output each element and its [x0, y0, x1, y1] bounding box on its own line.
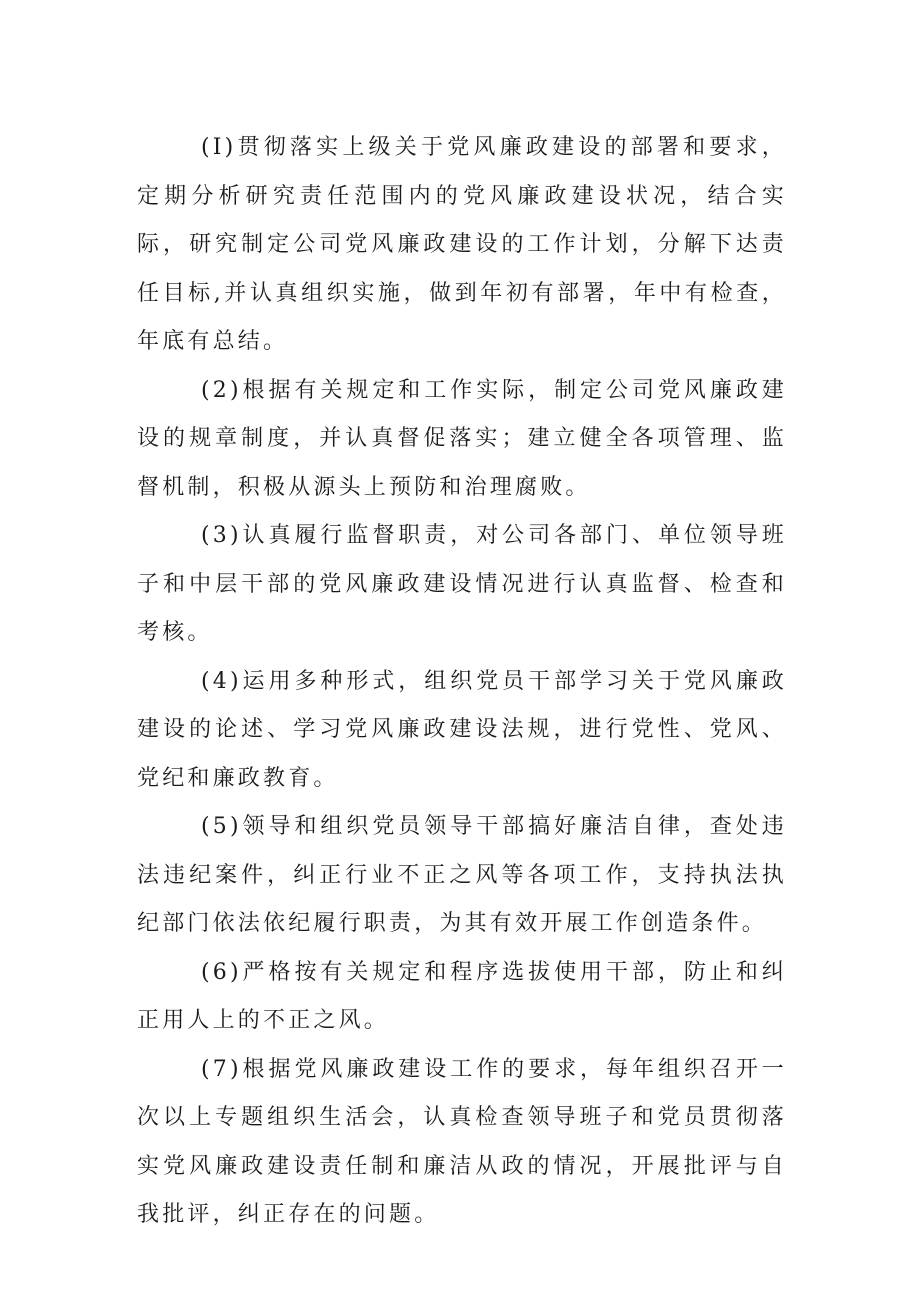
document-body: [137, 124, 787, 1240]
paragraph-item-3: (3)认真履行监督职责，对公司各部门、单位领导班子和中层干部的党风廉政建设情况进行认真监督、检查和考核。: [137, 523, 787, 645]
paragraph-item-5: (5)领导和组织党员领导干部搞好廉洁自律，查处违法违纪案件，纠正行业不正之风等各项工作，支持执法执纪部门依法依纪履行职责，为其有效开展工作创造条件。: [137, 814, 787, 936]
paragraph-item-7: (7)根据党风廉政建设工作的要求，每年组织召开一次以上专题组织生活会，认真检查领导班子和党员贯彻落实党风廉政建设责任制和廉洁从政的情况，开展批评与自我批评，纠正存在的问题。: [137, 1056, 787, 1227]
paragraph-item-4: (4)运用多种形式，组织党员干部学习关于党风廉政建设的论述、学习党风廉政建设法规，进行党性、党风、党纪和廉政教育。: [137, 668, 787, 791]
paragraph-item-1: (I)贯彻落实上级关于党风廉政建设的部署和要求，定期分析研究责任范围内的党风廉政建设状况，结合实际，研究制定公司党风廉政建设的工作计划，分解下达责任目标,并认真组织实施，做到年初有部署，年中有检查，年底有总结。: [137, 135, 787, 354]
paragraph-item-2: (2)根据有关规定和工作实际，制定公司党风廉政建设的规章制度，并认真督促落实；建立健全各项管理、监督机制，积极从源头上预防和治理腐败。: [137, 377, 787, 500]
paragraph-item-6: (6)严格按有关规定和程序选拔使用干部，防止和纠正用人上的不正之风。: [137, 959, 787, 1033]
